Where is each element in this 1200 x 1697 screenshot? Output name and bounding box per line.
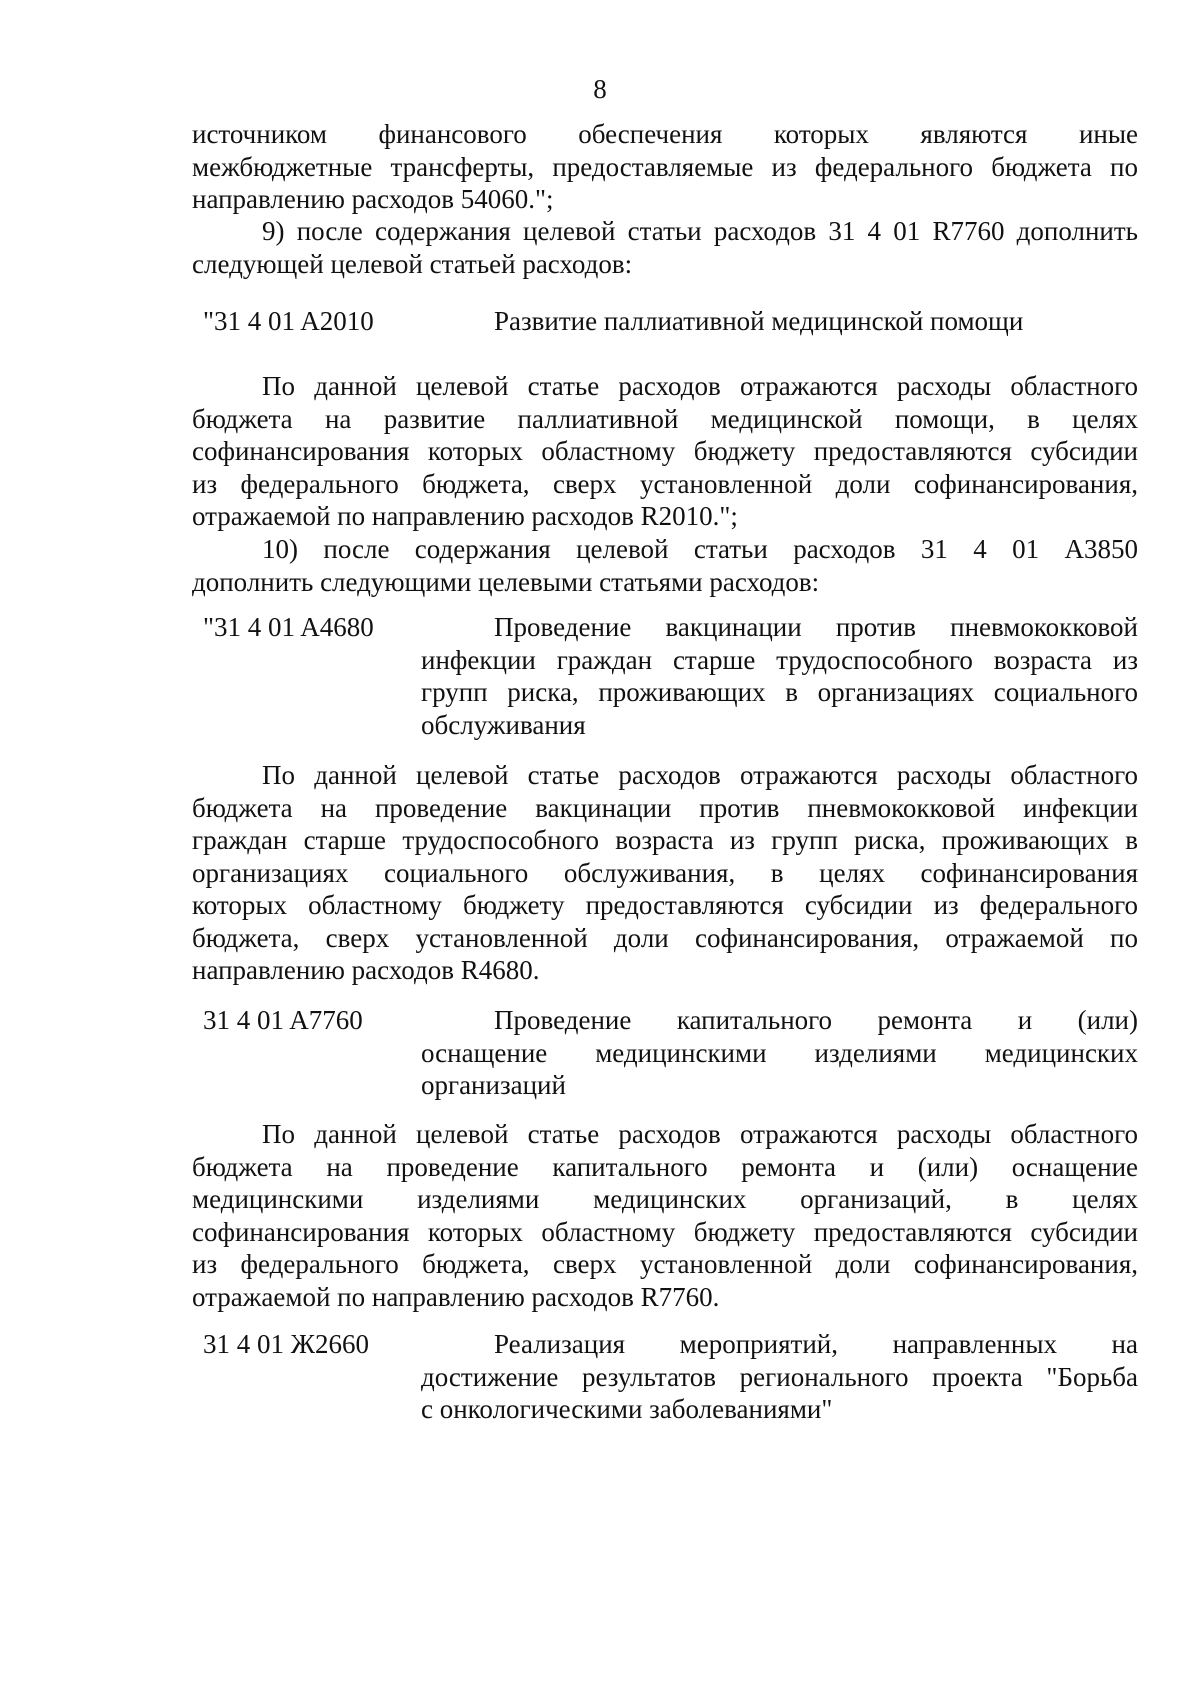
text-line: дополнить следующими целевыми статьями расходов: xyxy=(192,566,820,597)
text-line: организациях социального обслуживания, в целях софинансирования xyxy=(192,857,1138,888)
paragraph-intro xyxy=(192,118,1138,216)
text-line: По данной целевой статье расходов отражаются расходы областного xyxy=(262,371,1138,401)
text-line: По данной целевой статье расходов отражаются расходы областного xyxy=(262,1119,1138,1149)
text-line: медицинскими изделиями медицинских организаций, в целях xyxy=(192,1184,1138,1214)
article-entry-a4680 xyxy=(203,611,1138,751)
page-number: 8 xyxy=(593,74,607,104)
article-title xyxy=(421,1328,1138,1426)
text-line: граждан старше трудоспособного возраста из групп риска, проживающих в xyxy=(192,825,1138,855)
text-line: бюджета на проведение капитального ремонта и (или) оснащение xyxy=(192,1151,1138,1182)
text-line: оснащение медицинскими изделиями медицинских xyxy=(421,1037,1138,1068)
text-line: из федерального бюджета, сверх установленной доли софинансирования, xyxy=(192,468,1138,499)
text-line: источником финансового обеспечения которых являются иные xyxy=(192,119,1138,149)
article-title xyxy=(421,1004,1138,1102)
text-line: направлению расходов R4680. xyxy=(192,955,540,985)
text-line: 9) после содержания целевой статьи расходов 31 4 01 R7760 дополнить xyxy=(262,216,1138,246)
text-line: инфекции граждан старше трудоспособного возраста из xyxy=(421,644,1138,675)
text-line: бюджета на развитие паллиативной медицинской помощи, в целях xyxy=(192,403,1138,434)
text-line: бюджета на проведение вакцинации против пневмококковой инфекции xyxy=(192,792,1138,823)
text-line: Развитие паллиативной медицинской помощи xyxy=(494,306,1024,336)
text-line: организаций xyxy=(421,1070,566,1100)
text-line: обслуживания xyxy=(421,709,586,740)
text-line: из федерального бюджета, сверх установленной доли софинансирования, xyxy=(192,1249,1138,1279)
article-code: "31 4 01 A2010 xyxy=(203,306,374,336)
text-line: По данной целевой статье расходов отражаются расходы областного xyxy=(262,760,1138,790)
text-line: Проведение капитального ремонта и (или) xyxy=(494,1005,1138,1035)
text-line: следующей целевой статьей расходов: xyxy=(192,248,633,279)
article-entry-a2010 xyxy=(203,305,1138,345)
article-title xyxy=(421,611,1138,741)
article-description-a4680 xyxy=(192,759,1138,987)
article-code: 31 4 01 A7760 xyxy=(203,1005,363,1035)
text-line: с онкологическими заболеваниями" xyxy=(421,1394,833,1424)
text-line: групп риска, проживающих в организациях социального xyxy=(421,677,1138,707)
article-code: "31 4 01 A4680 xyxy=(203,612,374,642)
text-line: Проведение вакцинации против пневмококковой xyxy=(494,612,1138,642)
article-entry-a7760 xyxy=(203,1004,1138,1109)
text-line: отражаемой по направлению расходов R2010."; xyxy=(192,501,738,531)
paragraph-item-9 xyxy=(192,215,1138,280)
text-line: межбюджетные трансферты, предоставляемые из федерального бюджета по xyxy=(192,151,1138,182)
text-line: бюджета, сверх установленной доли софинансирования, отражаемой по xyxy=(192,922,1138,953)
text-line: направлению расходов 54060."; xyxy=(192,184,554,214)
paragraph-item-10 xyxy=(192,533,1138,598)
text-line: софинансирования которых областному бюджету предоставляются субсидии xyxy=(192,1216,1138,1247)
article-code: 31 4 01 Ж2660 xyxy=(203,1329,369,1359)
article-description-a2010 xyxy=(192,370,1138,533)
text-line: Реализация мероприятий, направленных на xyxy=(494,1329,1138,1359)
text-line: которых областному бюджету предоставляются субсидии из федерального xyxy=(192,890,1138,920)
text-line: достижение результатов регионального проекта "Борьба xyxy=(421,1361,1138,1392)
article-entry-zh2660 xyxy=(203,1328,1138,1433)
article-description-a7760 xyxy=(192,1118,1138,1313)
text-line: отражаемой по направлению расходов R7760. xyxy=(192,1281,720,1312)
text-line: софинансирования которых областному бюджету предоставляются субсидии xyxy=(192,436,1138,466)
text-line: 10) после содержания целевой статьи расходов 31 4 01 A3850 xyxy=(262,534,1138,564)
article-title xyxy=(421,305,1138,338)
